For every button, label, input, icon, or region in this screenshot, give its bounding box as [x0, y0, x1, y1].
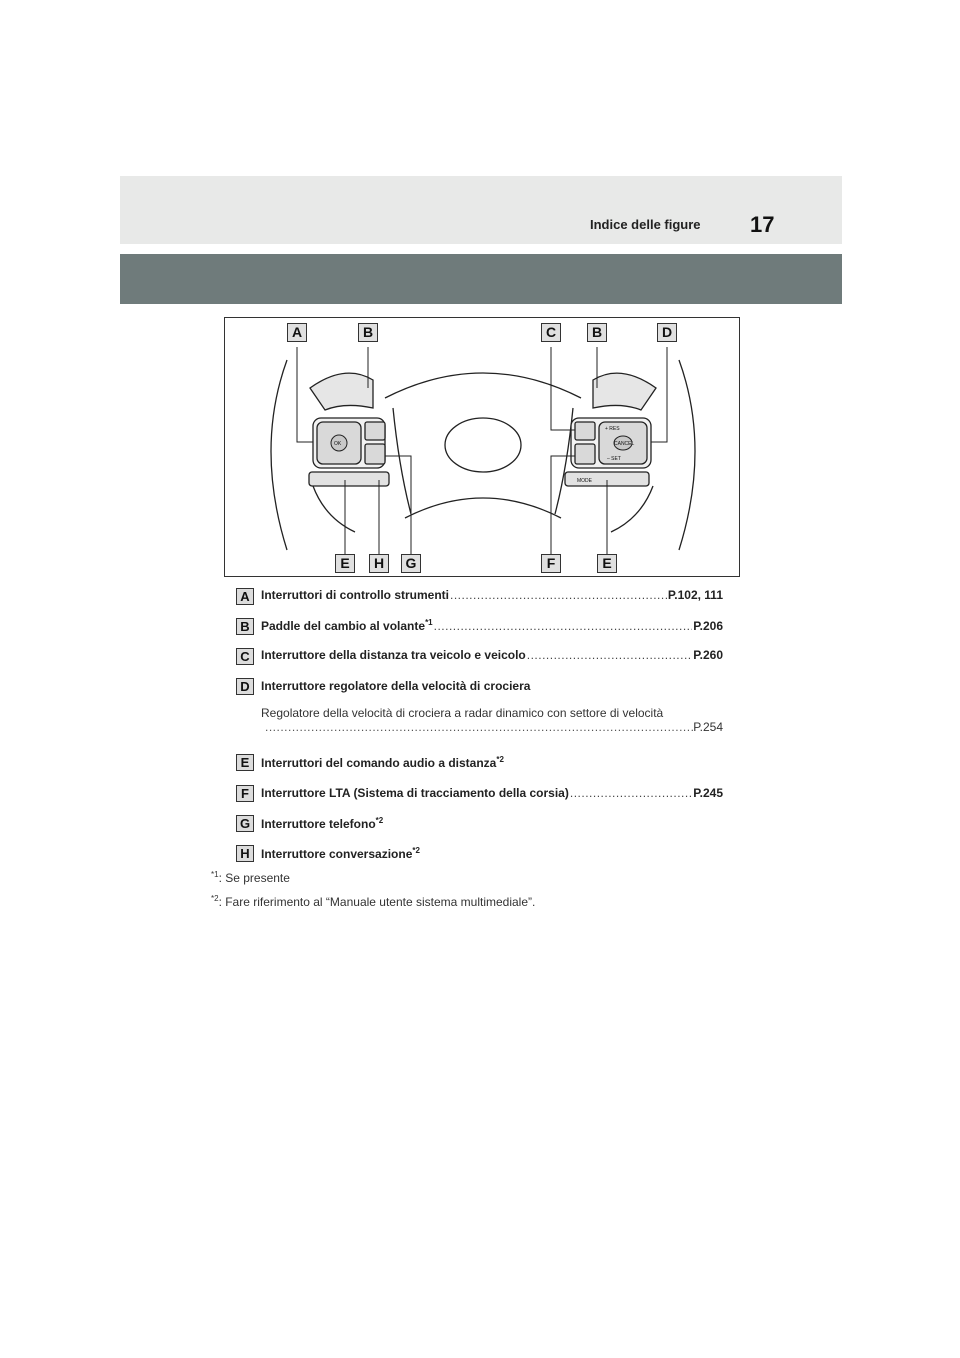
entry-page-ref[interactable]: P.245: [693, 786, 723, 800]
figure-label-h: H: [369, 554, 389, 573]
set-button-text: – SET: [607, 456, 621, 462]
footnote-1: [211, 870, 290, 885]
footnote-text: : Se presente: [218, 871, 290, 885]
footnote-mark: *2: [412, 846, 420, 855]
sub-entry-d: [261, 706, 723, 734]
entry-label: Interruttori del comando audio a distanza$^{*2}$: [261, 755, 504, 770]
entry-page-ref[interactable]: P.102, 111: [667, 588, 723, 602]
figure-label-f: F: [541, 554, 561, 573]
entry-e: [261, 755, 723, 770]
entry-letter-e: E: [236, 754, 254, 771]
header-title: Indice delle figure: [590, 217, 701, 232]
mode-button-text: MODE: [577, 478, 592, 484]
footnote-mark: *2: [496, 755, 504, 764]
footnote-mark: *2: [375, 816, 384, 825]
cancel-button-text: CANCEL: [614, 441, 635, 447]
figure-label-c: C: [541, 323, 561, 342]
section-bar: [120, 254, 842, 304]
entry-page-ref[interactable]: P.260: [693, 648, 723, 662]
footnote-mark: *1: [211, 870, 219, 879]
entry-letter-a: A: [236, 588, 254, 605]
footnote-2: [211, 894, 535, 909]
steering-wheel-illustration: [225, 318, 741, 578]
leader-dots: [450, 588, 667, 602]
entry-label: Interruttori di controllo strumenti: [261, 588, 449, 602]
res-button-text: + RES: [605, 426, 620, 432]
entry-label: Interruttore telefono$^{*2}$: [261, 816, 384, 831]
figure-label-b-right: B: [587, 323, 607, 342]
figure-label-e-right: E: [597, 554, 617, 573]
entry-letter-h: H: [236, 845, 254, 862]
entry-label: Paddle del cambio al volante$^{*1}$: [261, 618, 433, 633]
entry-page-ref[interactable]: P.206: [693, 619, 723, 633]
leader-dots: [527, 648, 692, 662]
sub-entry-page-ref[interactable]: P.254: [693, 720, 723, 734]
figure-label-a: A: [287, 323, 307, 342]
entry-label: Interruttore LTA (Sistema di tracciamento della corsia): [261, 786, 569, 800]
footnote-text: : Fare riferimento al “Manuale utente sistema multimediale”.: [218, 895, 536, 909]
entry-letter-c: C: [236, 648, 254, 665]
entry-label: Interruttore conversazione$^{*2}$: [261, 846, 420, 861]
entry-letter-b: B: [236, 618, 254, 635]
entry-letter-f: F: [236, 785, 254, 802]
leader-dots: [570, 786, 692, 800]
entry-letter-g: G: [236, 815, 254, 832]
header-band: [120, 176, 842, 244]
figure-label-e-left: E: [335, 554, 355, 573]
steering-wheel-figure: [224, 317, 740, 577]
entry-g: [261, 816, 723, 831]
page-number: 17: [750, 212, 775, 237]
leader-dots: [265, 720, 693, 734]
footnote-mark: *1: [425, 618, 433, 627]
figure-label-d: D: [657, 323, 677, 342]
figure-label-b-left: B: [358, 323, 378, 342]
figure-label-g: G: [401, 554, 421, 573]
entry-a: [261, 588, 723, 602]
entry-c: [261, 648, 723, 662]
leader-dots: [434, 619, 693, 633]
entry-h: [261, 846, 723, 861]
entry-label: Interruttore della distanza tra veicolo e veicolo: [261, 648, 526, 662]
entry-f: [261, 786, 723, 800]
sub-entry-text: Regolatore della velocità di crociera a radar dinamico con settore di velocità: [261, 706, 664, 720]
entry-d: [261, 679, 723, 693]
entry-letter-d: D: [236, 678, 254, 695]
ok-button-text: OK: [334, 441, 342, 447]
entry-label: Interruttore regolatore della velocità di crociera: [261, 679, 531, 693]
footnote-mark: *2: [211, 894, 219, 903]
entry-b: [261, 618, 723, 633]
